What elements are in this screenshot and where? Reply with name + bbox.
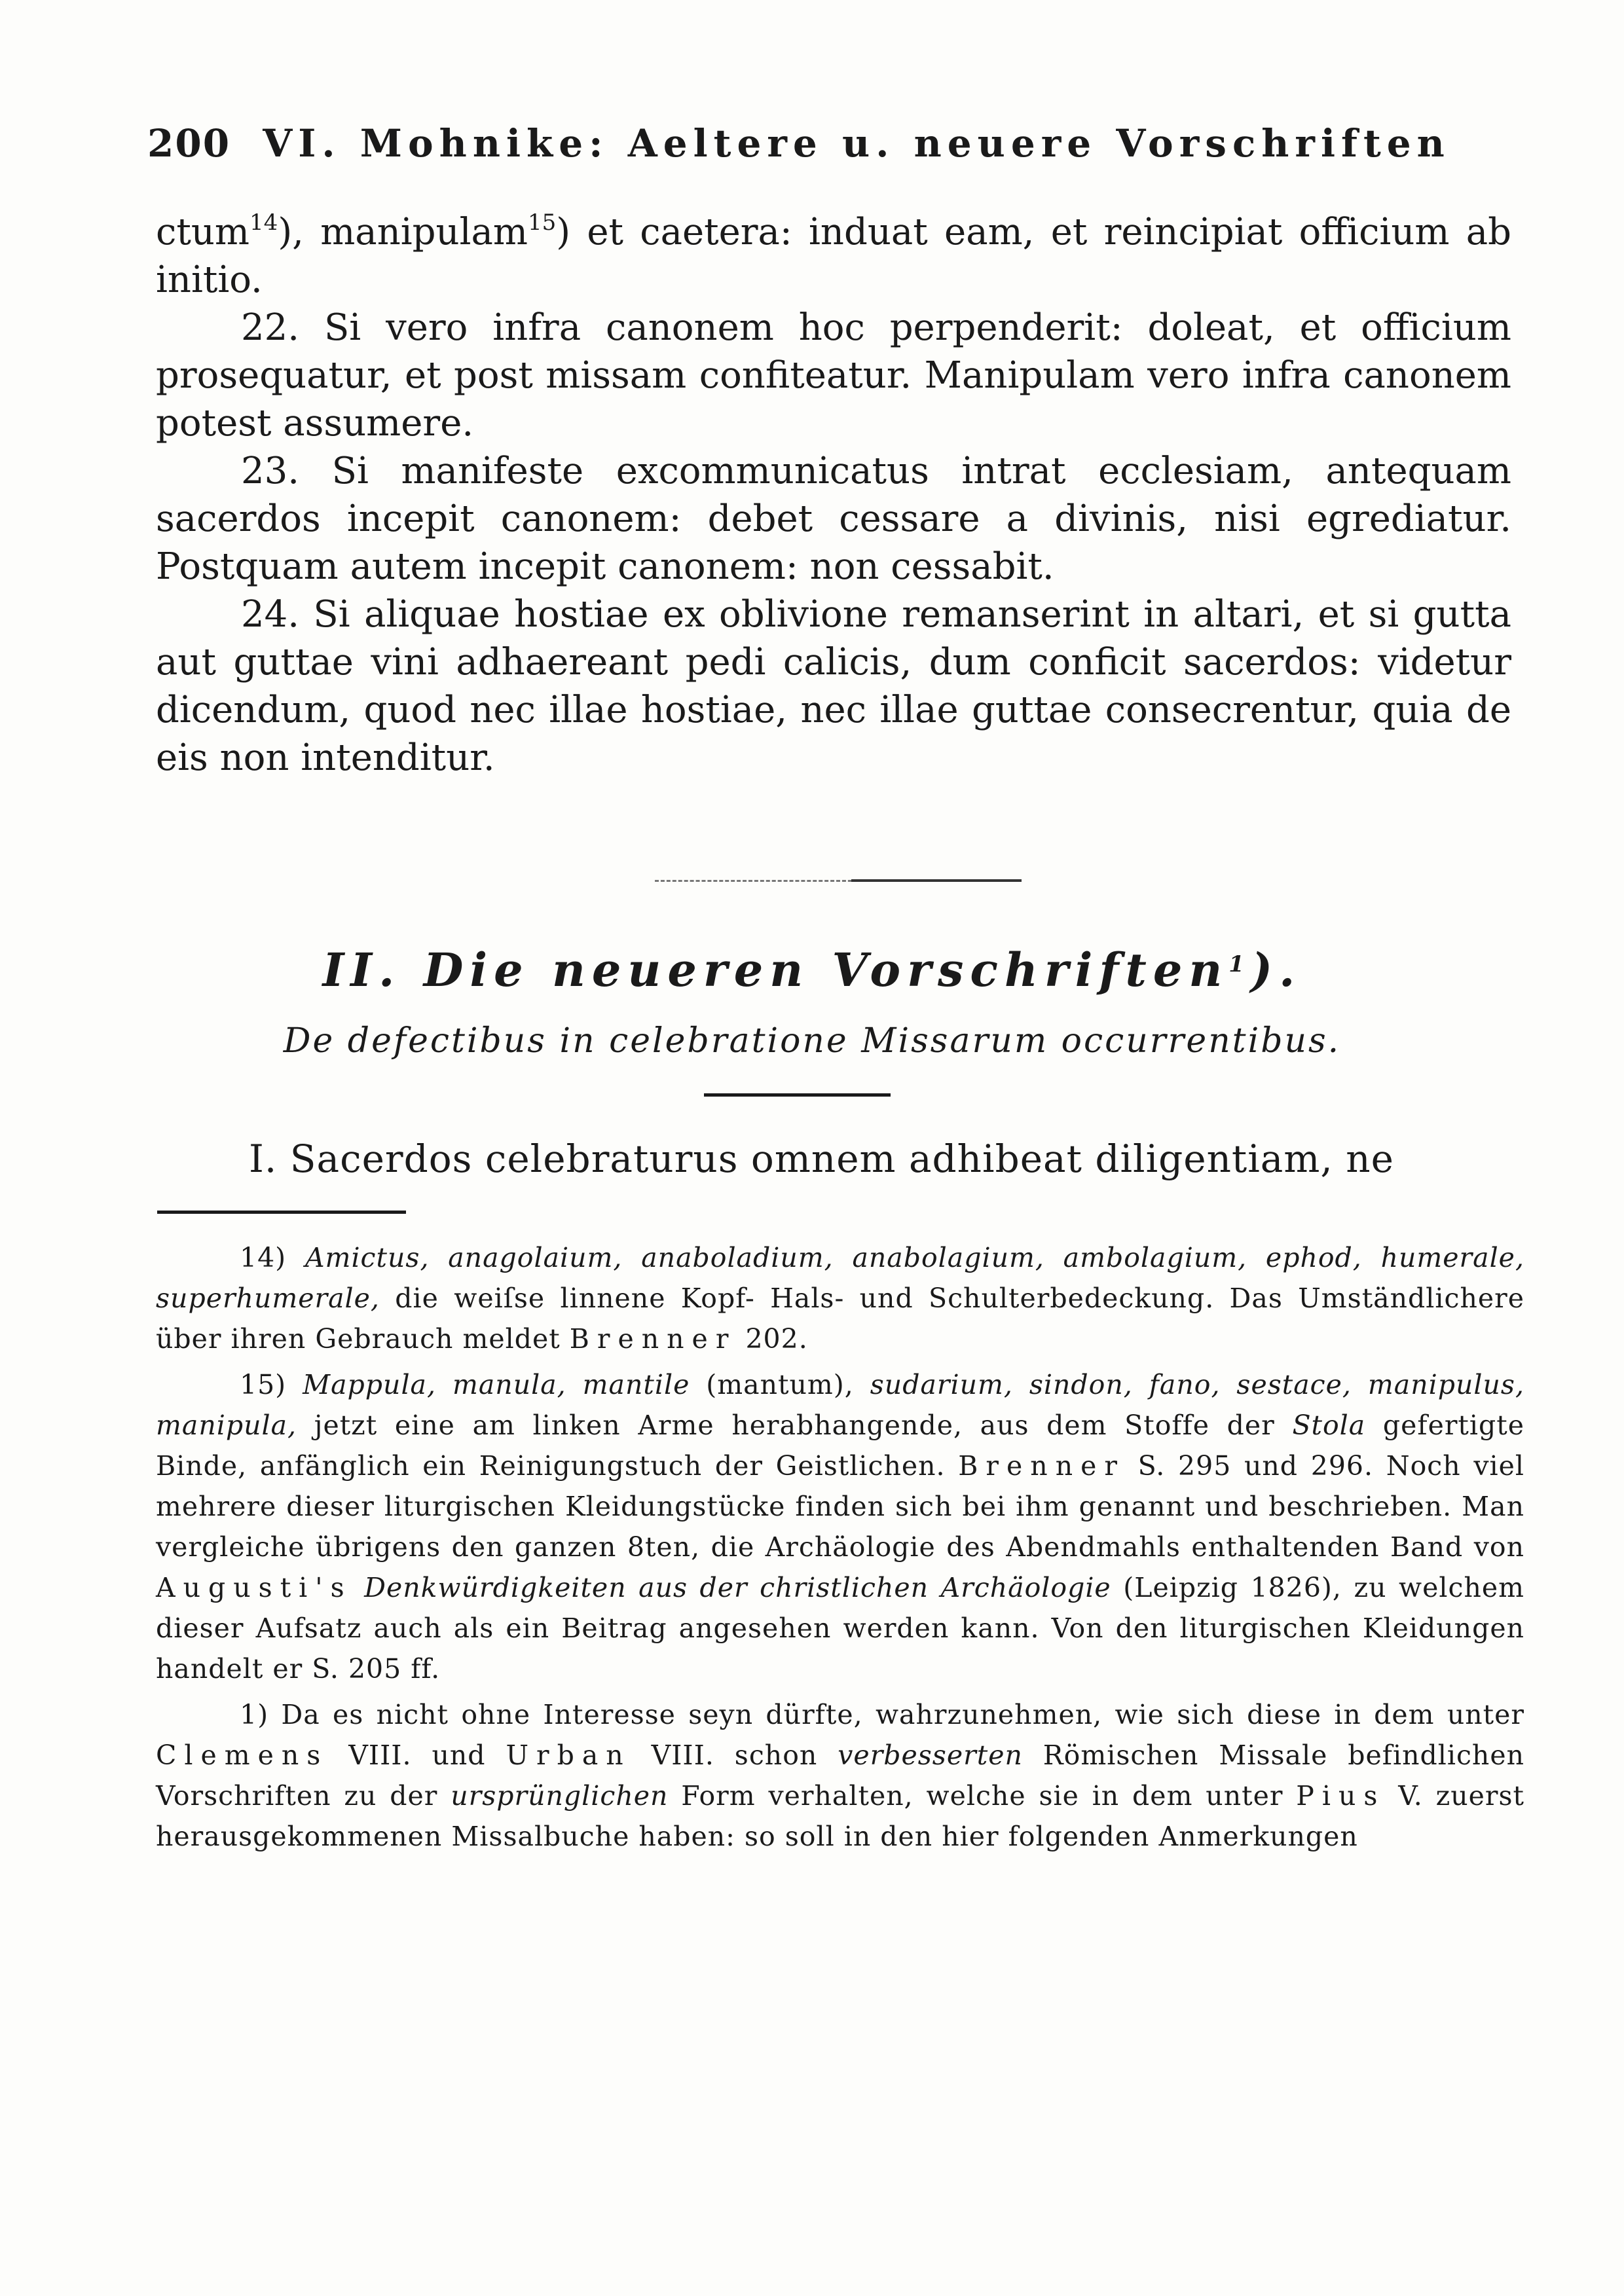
footnote-text: 202. bbox=[736, 1323, 808, 1355]
footnote-text: jetzt eine am linken Arme herabhangende, aus dem Stoffe der bbox=[297, 1410, 1293, 1441]
footnote-text: gefertigte Binde, anfänglich ein Reinigungstuch der Geistlichen. bbox=[156, 1410, 1525, 1482]
footnote-author: Augusti's bbox=[156, 1572, 352, 1603]
running-title: VI. Mohnike: Aeltere u. neuere Vorschriften bbox=[263, 121, 1450, 166]
footnote-term: ursprünglichen bbox=[451, 1780, 669, 1812]
footnote-text: VIII. schon bbox=[631, 1740, 838, 1771]
footnote-14 bbox=[156, 1237, 1524, 1359]
footnote-ref: 14 bbox=[249, 210, 278, 236]
footnote-term: verbesserten bbox=[838, 1740, 1023, 1771]
footnote-text: S. 295 und 296. Noch viel mehrere dieser liturgischen Kleidungstücke finden sich bei ihm genannt und beschrieben. Man vergleiche übrigens den ganzen 8ten, die Archäologie des Abendmahls enthaltenden Band von bbox=[156, 1450, 1524, 1563]
footnote-1 bbox=[156, 1694, 1524, 1857]
footnote-work-title: Denkwürdigkeiten aus der christlichen Archäologie bbox=[352, 1572, 1111, 1603]
footnote-text: (Leipzig 1826), zu welchem dieser Aufsatz auch als ein Beitrag angesehen werden kann. Von den liturgischen Kleidungen handelt er S. 205 ff. bbox=[156, 1572, 1524, 1685]
main-text bbox=[156, 208, 1511, 782]
section-title bbox=[0, 943, 1624, 997]
running-header bbox=[147, 121, 1516, 166]
footnote-text: Form verhalten, welche sie in dem unter bbox=[668, 1780, 1297, 1812]
section-body bbox=[249, 1135, 1519, 1183]
section-title-text: II. Die neueren Vorschriften bbox=[322, 943, 1229, 997]
paragraph-24: 24. Si aliquae hostiae ex oblivione remanserint in altari, et si gutta aut guttae vini adhaereant pedi calicis, dum conficit sacerdos: videtur dicendum, quod nec illae hostiae, nec illae guttae consecrentur, quia de eis non intenditur. bbox=[156, 593, 1511, 779]
footnote-terms: Amictus, anagolaium, anaboladium, anabolagium, ambolagium, ephod, humerale, superhumerale, bbox=[156, 1242, 1524, 1314]
footnote-text: V. zuerst herausgekommenen Missalbuche haben: so soll in den hier folgenden Anmerkungen bbox=[156, 1780, 1524, 1852]
footnote-text: (mantum), bbox=[690, 1369, 870, 1400]
page-number: 200 bbox=[147, 121, 231, 166]
section-subtitle: De defectibus in celebratione Missarum occurrentibus. bbox=[283, 1021, 1341, 1061]
footnote-name: Urban bbox=[506, 1740, 631, 1771]
footnotes bbox=[156, 1237, 1524, 1862]
subtitle-rule bbox=[704, 1093, 891, 1097]
text-span: ) et caetera: induat eam, et reincipiat officium ab initio. bbox=[156, 211, 1511, 301]
section-title-end: ). bbox=[1250, 943, 1302, 997]
paragraph-continuation bbox=[156, 208, 1511, 304]
section-divider-solid bbox=[851, 879, 1022, 882]
footnote-term: Stola bbox=[1292, 1410, 1366, 1441]
footnote-number: 14) bbox=[240, 1242, 287, 1273]
footnote-ref: 15 bbox=[527, 210, 557, 236]
footnote-15 bbox=[156, 1364, 1524, 1689]
footnote-text: die weiſse linnene Kopf- Hals- und Schulterbedeckung. Das Umständlichere über ihren Gebrauch meldet bbox=[156, 1283, 1524, 1355]
footnote-text: VIII. und bbox=[328, 1740, 506, 1771]
footnote-number: 15) bbox=[240, 1369, 287, 1400]
footnote-author: Brenner bbox=[569, 1323, 737, 1355]
footnote-name: Pius bbox=[1296, 1780, 1386, 1812]
footnote-terms: sudarium, sindon, fano, sestace, manipulus, manipula, bbox=[156, 1369, 1524, 1441]
footnote-text: Römischen Missale befindlichen Vorschriften zu der bbox=[156, 1740, 1524, 1812]
paragraph-22: 22. Si vero infra canonem hoc perpenderit: doleat, et officium prosequatur, et post missam confiteatur. Manipulam vero infra canonem potest assumere. bbox=[156, 306, 1511, 445]
footnote-author: Brenner bbox=[958, 1450, 1125, 1482]
footnote-name: Clemens bbox=[156, 1740, 329, 1771]
footnote-number: 1) bbox=[240, 1699, 269, 1730]
text-span: ctum bbox=[156, 211, 250, 253]
footnote-text: Da es nicht ohne Interesse seyn dürfte, wahrzunehmen, wie sich diese in dem unter bbox=[281, 1699, 1524, 1730]
footnote-ref: 1 bbox=[1228, 951, 1251, 977]
section-paragraph-1: I. Sacerdos celebraturus omnem adhibeat diligentiam, ne bbox=[249, 1137, 1394, 1181]
footnote-terms: Mappula, manula, mantile bbox=[303, 1369, 690, 1400]
footnote-rule bbox=[157, 1211, 406, 1214]
text-span: ), manipulam bbox=[278, 211, 528, 253]
paragraph-23: 23. Si manifeste excommunicatus intrat ecclesiam, antequam sacerdos incepit canonem: debet cessare a divinis, nisi egrediatur. Postquam autem incepit canonem: non cessabit. bbox=[156, 450, 1511, 588]
